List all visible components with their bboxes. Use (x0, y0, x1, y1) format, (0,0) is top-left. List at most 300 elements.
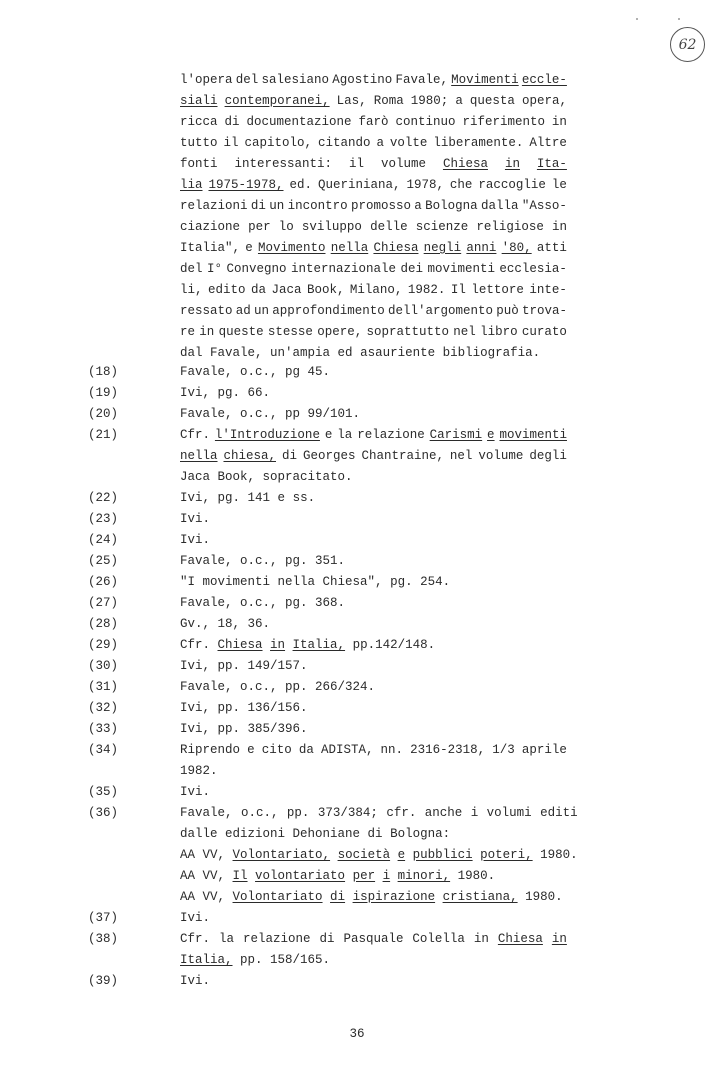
word: relazione (242, 932, 311, 946)
word: e (277, 491, 286, 505)
underlined-title-word: anni (466, 241, 497, 255)
underlined-title-word: l'Introduzione (214, 428, 320, 442)
word: 2316-2318, (410, 743, 486, 757)
word: e (324, 428, 333, 442)
note-number: (39) (88, 974, 119, 988)
word: o.c., (240, 680, 278, 694)
underlined-title-word: i (382, 869, 391, 883)
text-line (180, 446, 567, 467)
underlined-title-word: eccle- (521, 73, 567, 87)
word: volumi (486, 806, 532, 820)
note-text (180, 530, 567, 551)
text-line (180, 238, 567, 259)
word: di (319, 932, 335, 946)
word: da (298, 743, 314, 757)
note-item (88, 929, 567, 971)
underlined-title-word: in (270, 638, 286, 652)
word: liberamente. (433, 136, 524, 150)
note-text (180, 362, 567, 383)
word: nn. (380, 743, 404, 757)
word: questa (469, 94, 515, 108)
underlined-title-word: chiesa, (223, 449, 276, 463)
word: dell'argomento (387, 304, 493, 318)
note-item (88, 488, 567, 509)
word: o.c., (240, 554, 278, 568)
underlined-title-word: nella (180, 449, 218, 463)
word: Ivi, (180, 491, 211, 505)
note-item (88, 656, 567, 677)
note-item (88, 719, 567, 740)
word: 254. (420, 575, 451, 589)
word: curato (521, 325, 567, 339)
word: sopracitato. (262, 470, 353, 484)
text-line (180, 593, 567, 614)
word: pp. (286, 806, 310, 820)
text-line (180, 217, 567, 238)
word: Queriniana, (317, 178, 401, 192)
word: 1980. (457, 869, 496, 883)
word: Jaca (180, 470, 211, 484)
word: approfondimento (272, 304, 385, 318)
word: Favale, (180, 554, 233, 568)
word: volte (389, 136, 428, 150)
text-line (180, 404, 567, 425)
note-number: (18) (88, 365, 119, 379)
note-number: (36) (88, 806, 119, 820)
word: Ivi, (180, 659, 211, 673)
word: la (337, 428, 353, 442)
text-line (180, 572, 567, 593)
note-text (180, 782, 567, 803)
text-line (180, 343, 567, 364)
word: per (248, 220, 271, 234)
underlined-title-word: Movimento (257, 241, 326, 255)
word: Favale, (395, 73, 448, 87)
note-item (88, 593, 567, 614)
word: a (376, 136, 384, 150)
word: l'opera (180, 73, 233, 87)
text-line (180, 154, 567, 175)
word: interessanti: (234, 157, 333, 171)
word: Cfr. (180, 638, 211, 652)
word: Bologna (425, 199, 478, 213)
word: pp. (285, 680, 308, 694)
word: atti (536, 241, 567, 255)
underlined-title-word: in (504, 157, 520, 171)
note-text (180, 971, 567, 992)
word: editi (540, 806, 578, 820)
note-number: (19) (88, 386, 119, 400)
underlined-title-word: in (551, 932, 567, 946)
scan-speck (678, 18, 680, 20)
underlined-title-word: pubblici (412, 848, 473, 862)
underlined-title-word: Chiesa (217, 638, 263, 652)
underlined-title-word: contemporanei, (224, 94, 330, 108)
note-number: (33) (88, 722, 119, 736)
note-item (88, 383, 567, 404)
word: ciazione (180, 220, 241, 234)
note-number: (34) (88, 743, 119, 757)
word: Dehoniane (292, 827, 361, 841)
text-line (180, 908, 567, 929)
word: Favale, (180, 365, 233, 379)
word: Cfr. (180, 428, 211, 442)
word: di (250, 199, 266, 213)
word: lo (278, 220, 294, 234)
word: 1/3 (492, 743, 515, 757)
text-line (180, 950, 567, 971)
underlined-title-word: poteri, (480, 848, 533, 862)
text-line (180, 175, 567, 196)
word: Chiesa", (322, 575, 383, 589)
intro-paragraph (180, 70, 567, 364)
text-line (180, 362, 567, 383)
word: ricca (180, 115, 218, 129)
word: aprile (521, 743, 567, 757)
underlined-title-word: ispirazione (352, 890, 436, 904)
text-line (180, 761, 567, 782)
underlined-title-word: siali (180, 94, 218, 108)
note-number: (21) (88, 428, 119, 442)
word: 136/156. (247, 701, 308, 715)
text-line (180, 887, 578, 908)
word: un (269, 199, 285, 213)
note-text (180, 803, 578, 908)
text-line (180, 740, 567, 761)
note-number: (25) (88, 554, 119, 568)
word: bibliografia. (442, 346, 541, 360)
word: libro (480, 325, 518, 339)
word: dei (400, 262, 423, 276)
note-text (180, 383, 567, 404)
word: Ivi, (180, 386, 211, 400)
note-text (180, 908, 567, 929)
word: pp (285, 407, 301, 421)
underlined-title-word: movimenti (499, 428, 567, 442)
word: cfr. (386, 806, 417, 820)
text-line (180, 112, 567, 133)
word: nel (453, 325, 476, 339)
word: in (473, 932, 489, 946)
text-line (180, 803, 578, 824)
note-text (180, 404, 567, 425)
note-text (180, 614, 567, 635)
word: anche (424, 806, 463, 820)
word: re (180, 325, 196, 339)
word: Altre (529, 136, 567, 150)
note-number: (32) (88, 701, 119, 715)
underlined-title-word: Volontariato, (232, 848, 331, 862)
word: il (223, 136, 239, 150)
text-line (180, 91, 567, 112)
word: capitolo, (244, 136, 312, 150)
note-item (88, 677, 567, 698)
note-item (88, 509, 567, 530)
page-number: 36 (349, 1027, 365, 1041)
word: e (247, 743, 255, 757)
word: volume (380, 157, 426, 171)
text-line (180, 196, 567, 217)
text-line (180, 383, 567, 404)
word: degli (529, 449, 567, 463)
word: o.c., (240, 806, 279, 820)
underlined-title-word: Ita- (536, 157, 567, 171)
word: ed (337, 346, 353, 360)
word: promosso (350, 199, 411, 213)
underlined-title-word: cristiana, (442, 890, 518, 904)
word: del (235, 73, 259, 87)
word: 266/324. (315, 680, 376, 694)
word: 351. (315, 554, 346, 568)
word: Book, (217, 470, 256, 484)
note-text (180, 656, 567, 677)
text-line (180, 614, 567, 635)
note-number: (22) (88, 491, 119, 505)
word: stesse (267, 325, 313, 339)
underlined-title-word: Chiesa (497, 932, 543, 946)
note-number: (23) (88, 512, 119, 526)
underlined-title-word: società (337, 848, 391, 862)
word: 18, (217, 617, 241, 631)
note-text (180, 698, 567, 719)
word: edito (207, 283, 246, 297)
word: 158/165. (270, 953, 331, 967)
note-text (180, 719, 567, 740)
note-text (180, 593, 567, 614)
word: 1978, (406, 178, 444, 192)
word: Ivi. (180, 785, 211, 799)
word: Il (450, 283, 466, 297)
word: I° (206, 262, 222, 276)
text-line (180, 488, 567, 509)
underlined-title-word: negli (423, 241, 462, 255)
word: Favale, (180, 407, 233, 421)
word: Ivi. (180, 512, 211, 526)
text-line (180, 719, 567, 740)
underlined-title-word: nella (330, 241, 369, 255)
word: religiose (476, 220, 544, 234)
word: asauriente (360, 346, 436, 360)
word: Ivi. (180, 533, 211, 547)
word: ss. (292, 491, 316, 505)
note-text (180, 572, 567, 593)
note-text (180, 509, 567, 530)
word: pg (285, 365, 301, 379)
word: continuo (395, 115, 456, 129)
word: farò (358, 115, 389, 129)
word: raccoglie (478, 178, 546, 192)
word: VV, (202, 848, 226, 862)
word: 149/157. (247, 659, 308, 673)
word: pp. (217, 659, 241, 673)
note-item (88, 803, 578, 908)
word: Bologna: (390, 827, 451, 841)
word: "Asso- (521, 199, 567, 213)
note-text (180, 677, 567, 698)
word: pg. (285, 554, 308, 568)
word: VV, (202, 890, 226, 904)
note-item (88, 782, 567, 803)
note-text (180, 425, 567, 488)
text-line (180, 301, 567, 322)
text-line (180, 133, 567, 154)
note-number: (35) (88, 785, 119, 799)
word: 385/396. (247, 722, 308, 736)
text-line (180, 866, 578, 887)
text-line (180, 425, 567, 446)
note-number: (30) (88, 659, 119, 673)
note-item (88, 362, 567, 383)
word: in (199, 325, 215, 339)
word: di (281, 449, 297, 463)
underlined-title-word: Italia, (180, 953, 233, 967)
word: i (470, 806, 479, 820)
underlined-title-word: '80, (501, 241, 532, 255)
underlined-title-word: Movimenti (451, 73, 519, 87)
text-line (180, 782, 567, 803)
note-item (88, 530, 567, 551)
note-item (88, 698, 567, 719)
note-text (180, 551, 567, 572)
word: le (551, 178, 567, 192)
word: pp. (217, 701, 241, 715)
word: di (224, 115, 240, 129)
word: Las, (336, 94, 367, 108)
text-line (180, 635, 567, 656)
word: salesiano (261, 73, 329, 87)
word: da (250, 283, 266, 297)
word: incontro (287, 199, 348, 213)
word: Book, (306, 283, 345, 297)
text-line (180, 509, 567, 530)
word: Milano, (349, 283, 403, 297)
word: 66. (247, 386, 271, 400)
word: 1980; (410, 94, 449, 108)
word: AA (180, 869, 196, 883)
word: 36. (247, 617, 271, 631)
word: un'ampia (270, 346, 331, 360)
word: pp.142/148. (352, 638, 436, 652)
text-line (180, 530, 567, 551)
note-item (88, 908, 567, 929)
note-text (180, 488, 567, 509)
note-number: (31) (88, 680, 119, 694)
word: Favale, (180, 806, 233, 820)
note-item (88, 614, 567, 635)
word: trova- (521, 304, 567, 318)
word: citando (317, 136, 371, 150)
notes-list (88, 362, 578, 992)
word: li, (180, 283, 203, 297)
word: pg. (285, 596, 308, 610)
word: 373/384; (317, 806, 378, 820)
word: e (245, 241, 253, 255)
word: pp. (217, 722, 241, 736)
word: a (455, 94, 463, 108)
word: ressato (180, 304, 233, 318)
word: ADISTA, (320, 743, 374, 757)
note-number: (29) (88, 638, 119, 652)
note-number: (38) (88, 932, 119, 946)
word: delle (370, 220, 408, 234)
underlined-title-word: lia (180, 178, 203, 192)
text-line (180, 845, 578, 866)
word: internazionale (290, 262, 396, 276)
word: Georges (302, 449, 356, 463)
word: pg. (217, 491, 241, 505)
underlined-title-word: Carismi (429, 428, 483, 442)
word: un (253, 304, 269, 318)
word: Roma (373, 94, 404, 108)
word: fonti (180, 157, 218, 171)
word: 1982. (407, 283, 446, 297)
text-line (180, 698, 567, 719)
underlined-title-word: Italia, (292, 638, 346, 652)
word: 368. (315, 596, 346, 610)
word: riferimento (462, 115, 545, 129)
word: VV, (202, 869, 226, 883)
word: AA (180, 890, 196, 904)
text-line (180, 551, 567, 572)
word: 1982. (180, 764, 218, 778)
word: Agostino (332, 73, 393, 87)
word: a (414, 199, 422, 213)
word: scienze (415, 220, 469, 234)
word: nella (277, 575, 316, 589)
word: Riprendo (180, 743, 241, 757)
word: 141 (247, 491, 271, 505)
word: tutto (180, 136, 218, 150)
word: relazione (357, 428, 425, 442)
word: soprattutto (366, 325, 449, 339)
word: o.c., (240, 596, 278, 610)
word: Chantraine, (361, 449, 444, 463)
word: pg. (217, 386, 241, 400)
word: edizioni (225, 827, 286, 841)
word: Ivi, (180, 722, 211, 736)
underlined-title-word: volontariato (255, 869, 346, 883)
word: in (551, 115, 567, 129)
note-text (180, 929, 567, 971)
text-line (180, 70, 567, 91)
underlined-title-word: Chiesa (442, 157, 488, 171)
note-item (88, 971, 567, 992)
word: Ivi. (180, 911, 211, 925)
word: Jaca (271, 283, 302, 297)
word: relazioni (180, 199, 248, 213)
scan-speck (636, 18, 638, 20)
underlined-title-word: e (487, 428, 495, 442)
word: dalle (180, 827, 218, 841)
underlined-title-word: di (330, 890, 346, 904)
word: movimenti (427, 262, 495, 276)
word: sviluppo (301, 220, 362, 234)
note-number: (20) (88, 407, 119, 421)
word: 99/101. (307, 407, 361, 421)
word: cito (261, 743, 292, 757)
word: Colella (412, 932, 465, 946)
note-item (88, 425, 567, 488)
word: ad (235, 304, 251, 318)
word: queste (218, 325, 264, 339)
underlined-title-word: minori, (397, 869, 451, 883)
word: Gv., (180, 617, 211, 631)
word: Favale, (180, 596, 233, 610)
text-line (180, 656, 567, 677)
word: il (348, 157, 364, 171)
word: Cfr. (180, 932, 211, 946)
word: che (449, 178, 473, 192)
